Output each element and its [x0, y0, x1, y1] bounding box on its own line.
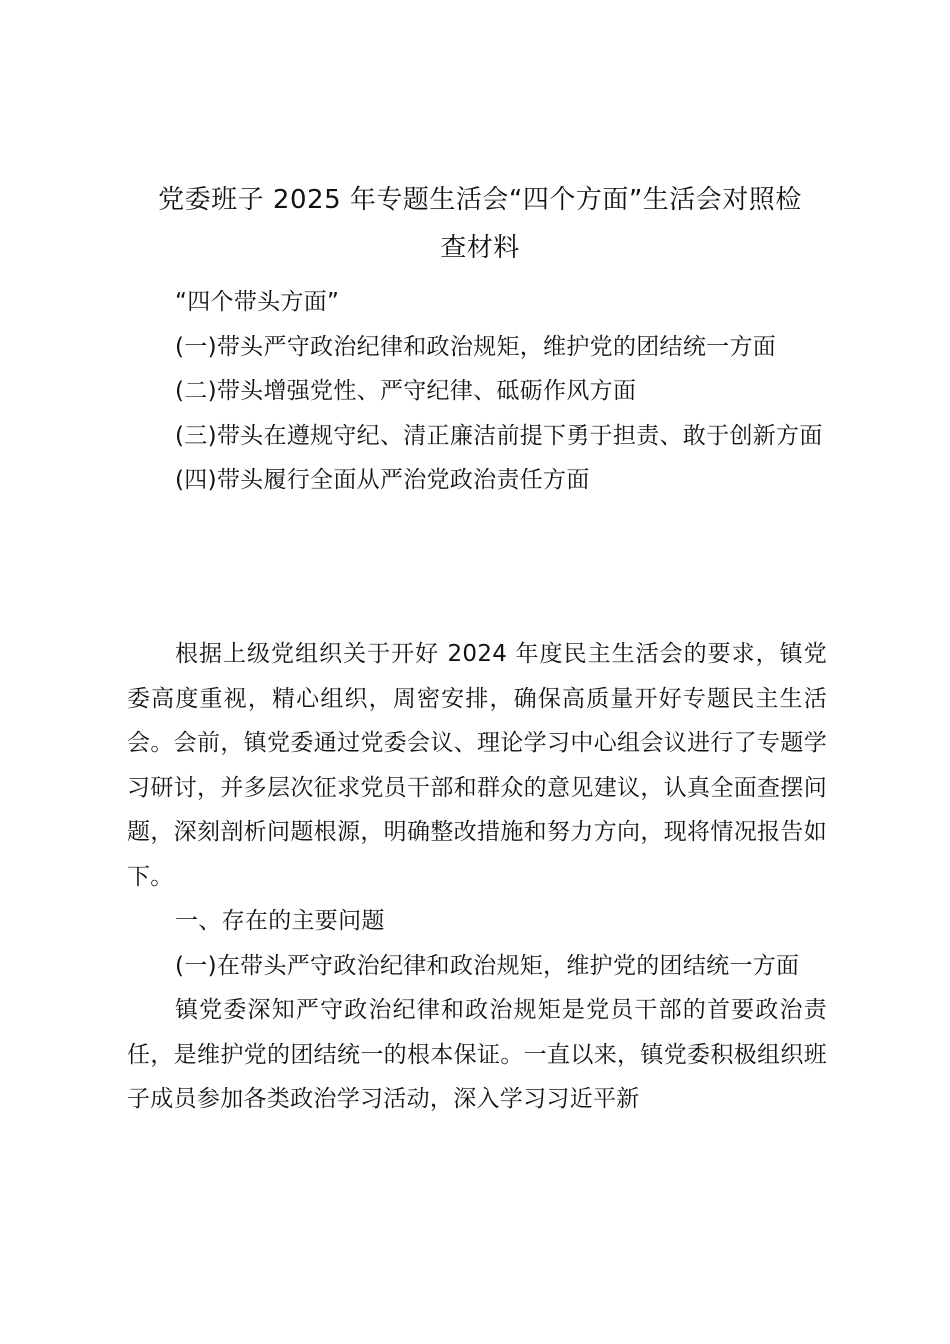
topic-item-4: (四)带头履行全面从严治党政治责任方面: [175, 467, 590, 493]
document-title: [120, 176, 840, 272]
topic-item-1: (一)带头严守政治纪律和政治规矩，维护党的团结统一方面: [175, 333, 777, 360]
intro-paragraph: 根据上级党组织关于开好 2024 年度民主生活会的要求，镇党委高度重视，精心组织，周密安排，确保高质量开好专题民主生活会。会前，镇党委通过党委会议、理论学习中心组会议进行了专题学习研讨，并多层次征求党员干部和群众的意见建议，认真全面查摆问题，深刻剖析问题根源，明确整改措施和努力方向，现将情况报告如下。: [127, 641, 827, 890]
body-paragraph: 镇党委深知严守政治纪律和政治规矩是党员干部的首要政治责任，是维护党的团结统一的根本保证。一直以来，镇党委积极组织班子成员参加各类政治学习活动，深入学习习近平新: [127, 997, 827, 1112]
section-heading: 一、存在的主要问题: [175, 908, 385, 934]
topics-list: [127, 280, 827, 503]
document-title-line-1: 党委班子 2025 年专题生活会“四个方面”生活会对照检: [158, 185, 802, 215]
topic-item-3: (三)带头在遵规守纪、清正廉洁前提下勇于担责、敢于创新方面: [175, 422, 823, 449]
topics-heading: “四个带头方面”: [175, 289, 340, 315]
document-body: [127, 632, 827, 1122]
subsection-heading: (一)在带头严守政治纪律和政治规矩，维护党的团结统一方面: [175, 952, 800, 979]
topic-item-2: (二)带头增强党性、严守纪律、砥砺作风方面: [175, 378, 637, 404]
document-title-line-2: 查材料: [440, 233, 520, 263]
